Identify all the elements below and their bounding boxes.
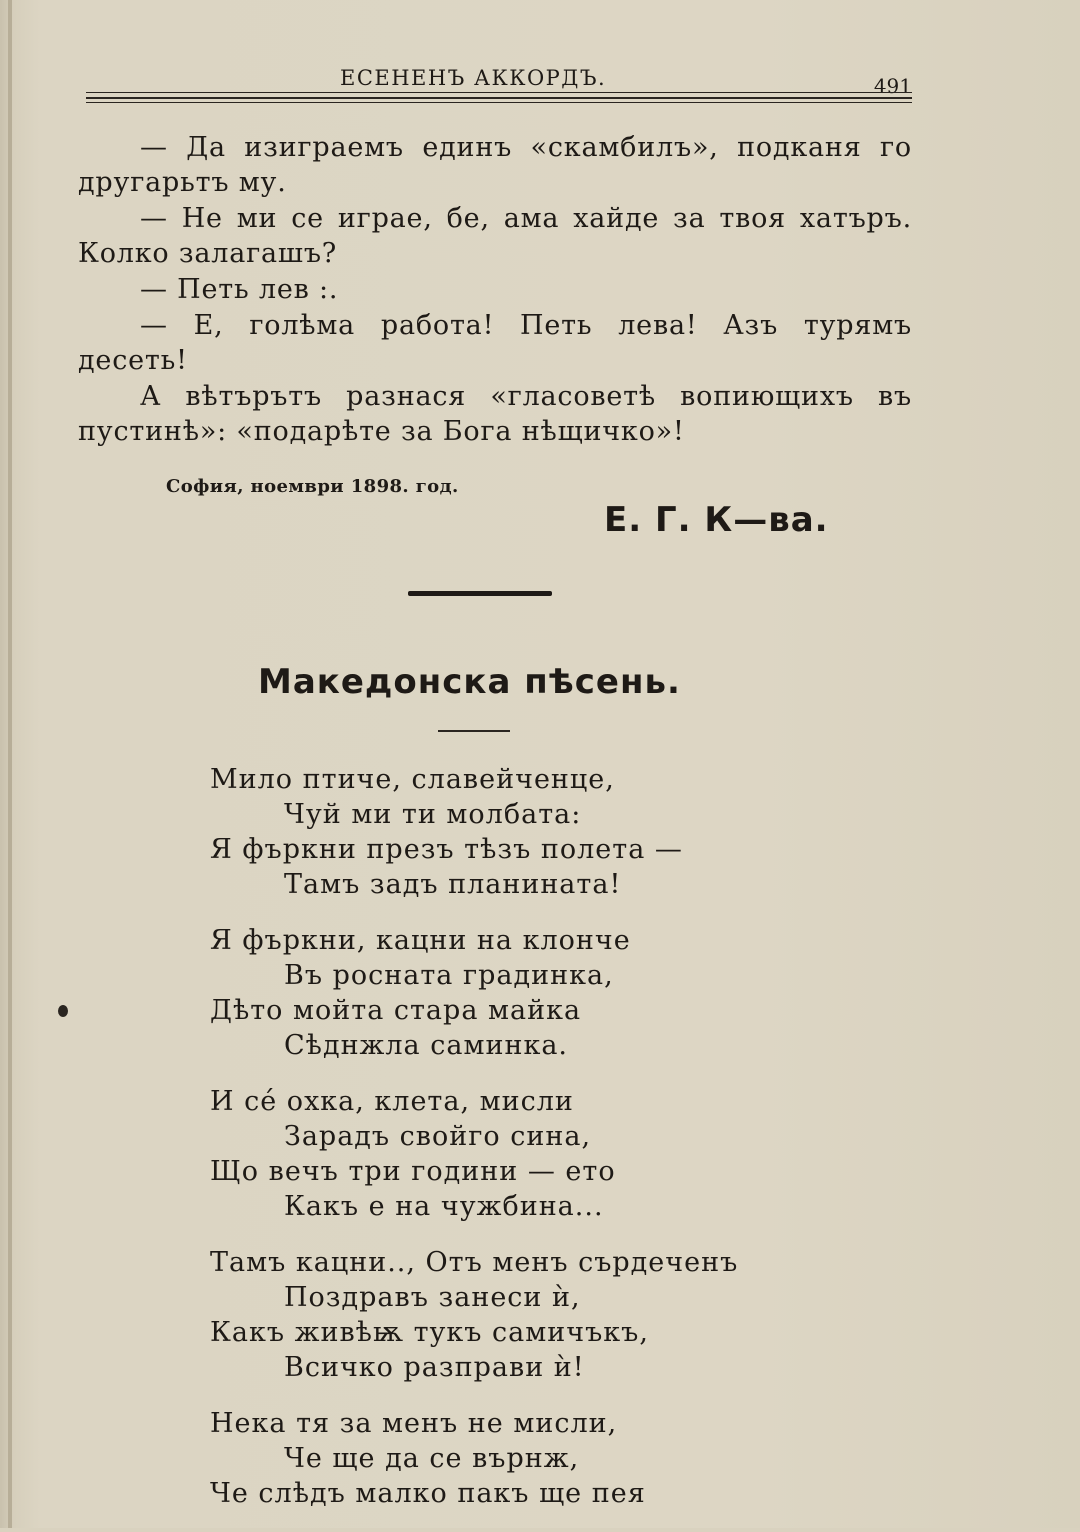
stanza [210,1245,850,1385]
poem-line: Какъ живѣѭ тукъ самичъкъ, [210,1317,649,1348]
paragraph: — Не ми се играе, бе, ама хайде за твоя хатъръ. Колко залагашъ? [78,203,912,269]
poem-line: Я фъркни презъ тѣзъ полета — [210,834,683,865]
poem-line: Какъ е на чужбина... [284,1191,604,1222]
paragraph: — Петь лев :. [140,274,339,305]
header-rule [86,102,912,103]
stanza [210,762,850,902]
poem-line: Сѣднжла саминка. [284,1030,568,1061]
paragraph: А вѣтърътъ разнася «гласоветѣ вопиющихъ въ пустинѣ»: «подарѣте за Бога нѣщичко»! [78,381,912,447]
poem-title: Македонска пѣсень. [258,662,681,702]
poem-line: Всичко разправи ѝ! [284,1352,585,1383]
prose-section [78,130,912,449]
stanza [210,1406,850,1511]
poem-line: И се́ охка, клета, мисли [210,1086,574,1117]
paragraph: — Е, голѣма работа! Петь лева! Азъ турямъ десеть! [78,310,912,376]
poem-line: Чуй ми ти молбата: [284,799,582,830]
stanza [210,923,850,1063]
poem-line: Въ росната градинка, [284,960,614,991]
poem-body [210,762,850,1532]
poem-line: Поздравъ занеси ѝ, [284,1282,581,1313]
header-rule [86,97,912,99]
poem-line: Я фъркни, кацни на клонче [210,925,631,956]
dateline: София, ноември 1898. год. [166,476,459,497]
poem-line: Зарадъ свойго сина, [284,1121,592,1152]
page-gutter [8,0,12,1528]
poem-line: Че слѣдъ малко пакъ ще пея [210,1478,646,1509]
header-rule [86,92,912,93]
stanza [210,1084,850,1224]
page-number: 491 [873,74,912,98]
poem-line: Що вечъ три години — ето [210,1156,616,1187]
poem-line: Тамъ кацни.., Отъ менъ сърдеченъ [210,1247,739,1278]
ink-blot [58,1005,68,1017]
running-header [86,62,912,102]
poem-line: Че ще да се върнж, [284,1443,580,1474]
running-title: ЕСЕНЕНЪ АККОРДЪ. [340,66,607,90]
poem-line: Нека тя за менъ не мисли, [210,1408,618,1439]
poem-line: Тамъ задъ планината! [284,869,622,900]
poem-line: Дѣто мойта стара майка [210,995,582,1026]
poem-line: Мило птиче, славейченце, [210,764,615,795]
title-underline [438,730,510,732]
author-signature: Е. Г. К—ва. [604,500,829,540]
section-divider [408,591,552,596]
paragraph: — Да изиграемъ единъ «скамбилъ», подканя го другарьтъ му. [78,132,912,198]
